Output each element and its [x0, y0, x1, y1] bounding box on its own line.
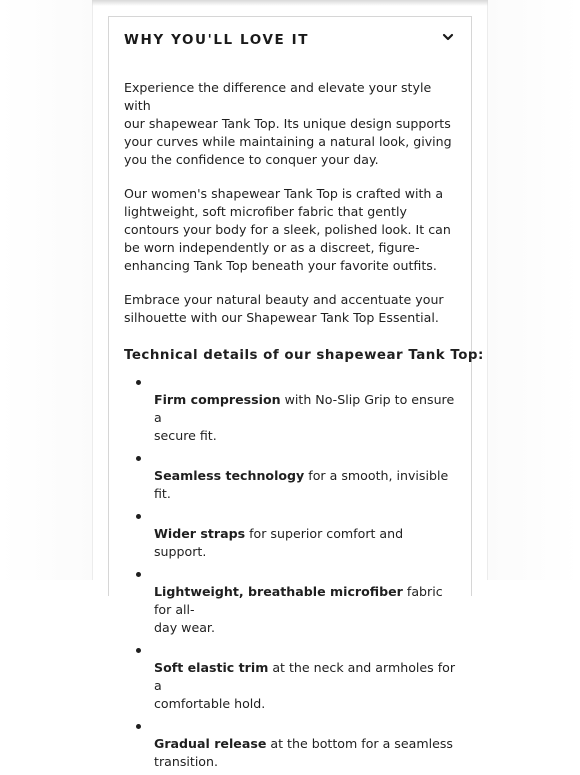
technical-details-list [124, 373, 458, 771]
bullet-icon [136, 514, 141, 519]
feature-item [124, 565, 458, 637]
feature-description: at the neck and armholes for a comfortable hold. [154, 660, 456, 711]
feature-description: with No-Slip Grip to ensure a secure fit. [154, 392, 455, 443]
panel-top-shadow [92, 0, 488, 6]
feature-name: Soft elastic trim [154, 660, 269, 675]
feature-name: Firm compression [154, 392, 281, 407]
feature-item [124, 373, 458, 445]
description-paragraph: Experience the difference and elevate your style with our shapewear Tank Top. Its unique design supports your curves while maintaining a natural look, giving you the confidence to conquer your day. [124, 80, 452, 167]
technical-details-heading: Technical details of our shapewear Tank Top: [124, 348, 484, 363]
accordion-content [124, 79, 484, 775]
description-paragraph: Embrace your natural beauty and accentuate your silhouette with our Shapewear Tank Top Essential. [124, 292, 444, 325]
chevron-down-icon[interactable] [441, 31, 455, 43]
bullet-icon [136, 456, 141, 461]
feature-item [124, 641, 458, 713]
feature-description: for superior comfort and support. [154, 526, 404, 559]
description-paragraph: Our women's shapewear Tank Top is crafted with a lightweight, soft microfiber fabric that gently contours your body for a sleek, polished look. It can be worn independently or as a discreet, figure- enhancing Tank Top beneath your favorite outfits. [124, 186, 451, 273]
feature-description: at the bottom for a seamless transition. [154, 736, 453, 769]
feature-item [124, 449, 458, 503]
feature-item [124, 717, 458, 771]
bullet-icon [136, 380, 141, 385]
bullet-icon [136, 572, 141, 577]
accordion-header[interactable] [109, 17, 471, 63]
page-background-right [488, 0, 580, 580]
feature-name: Seamless technology [154, 468, 305, 483]
feature-description: fabric for all- day wear. [154, 584, 443, 635]
feature-name: Gradual release [154, 736, 267, 751]
page-background-left [0, 0, 92, 580]
feature-name: Lightweight, breathable microfiber [154, 584, 403, 599]
feature-description: for a smooth, invisible fit. [154, 468, 449, 501]
feature-name: Wider straps [154, 526, 246, 541]
bullet-icon [136, 648, 141, 653]
bullet-icon [136, 724, 141, 729]
accordion-title: WHY YOU'LL LOVE IT [124, 32, 310, 48]
feature-item [124, 507, 458, 561]
accordion-why-youll-love-it [108, 16, 484, 769]
